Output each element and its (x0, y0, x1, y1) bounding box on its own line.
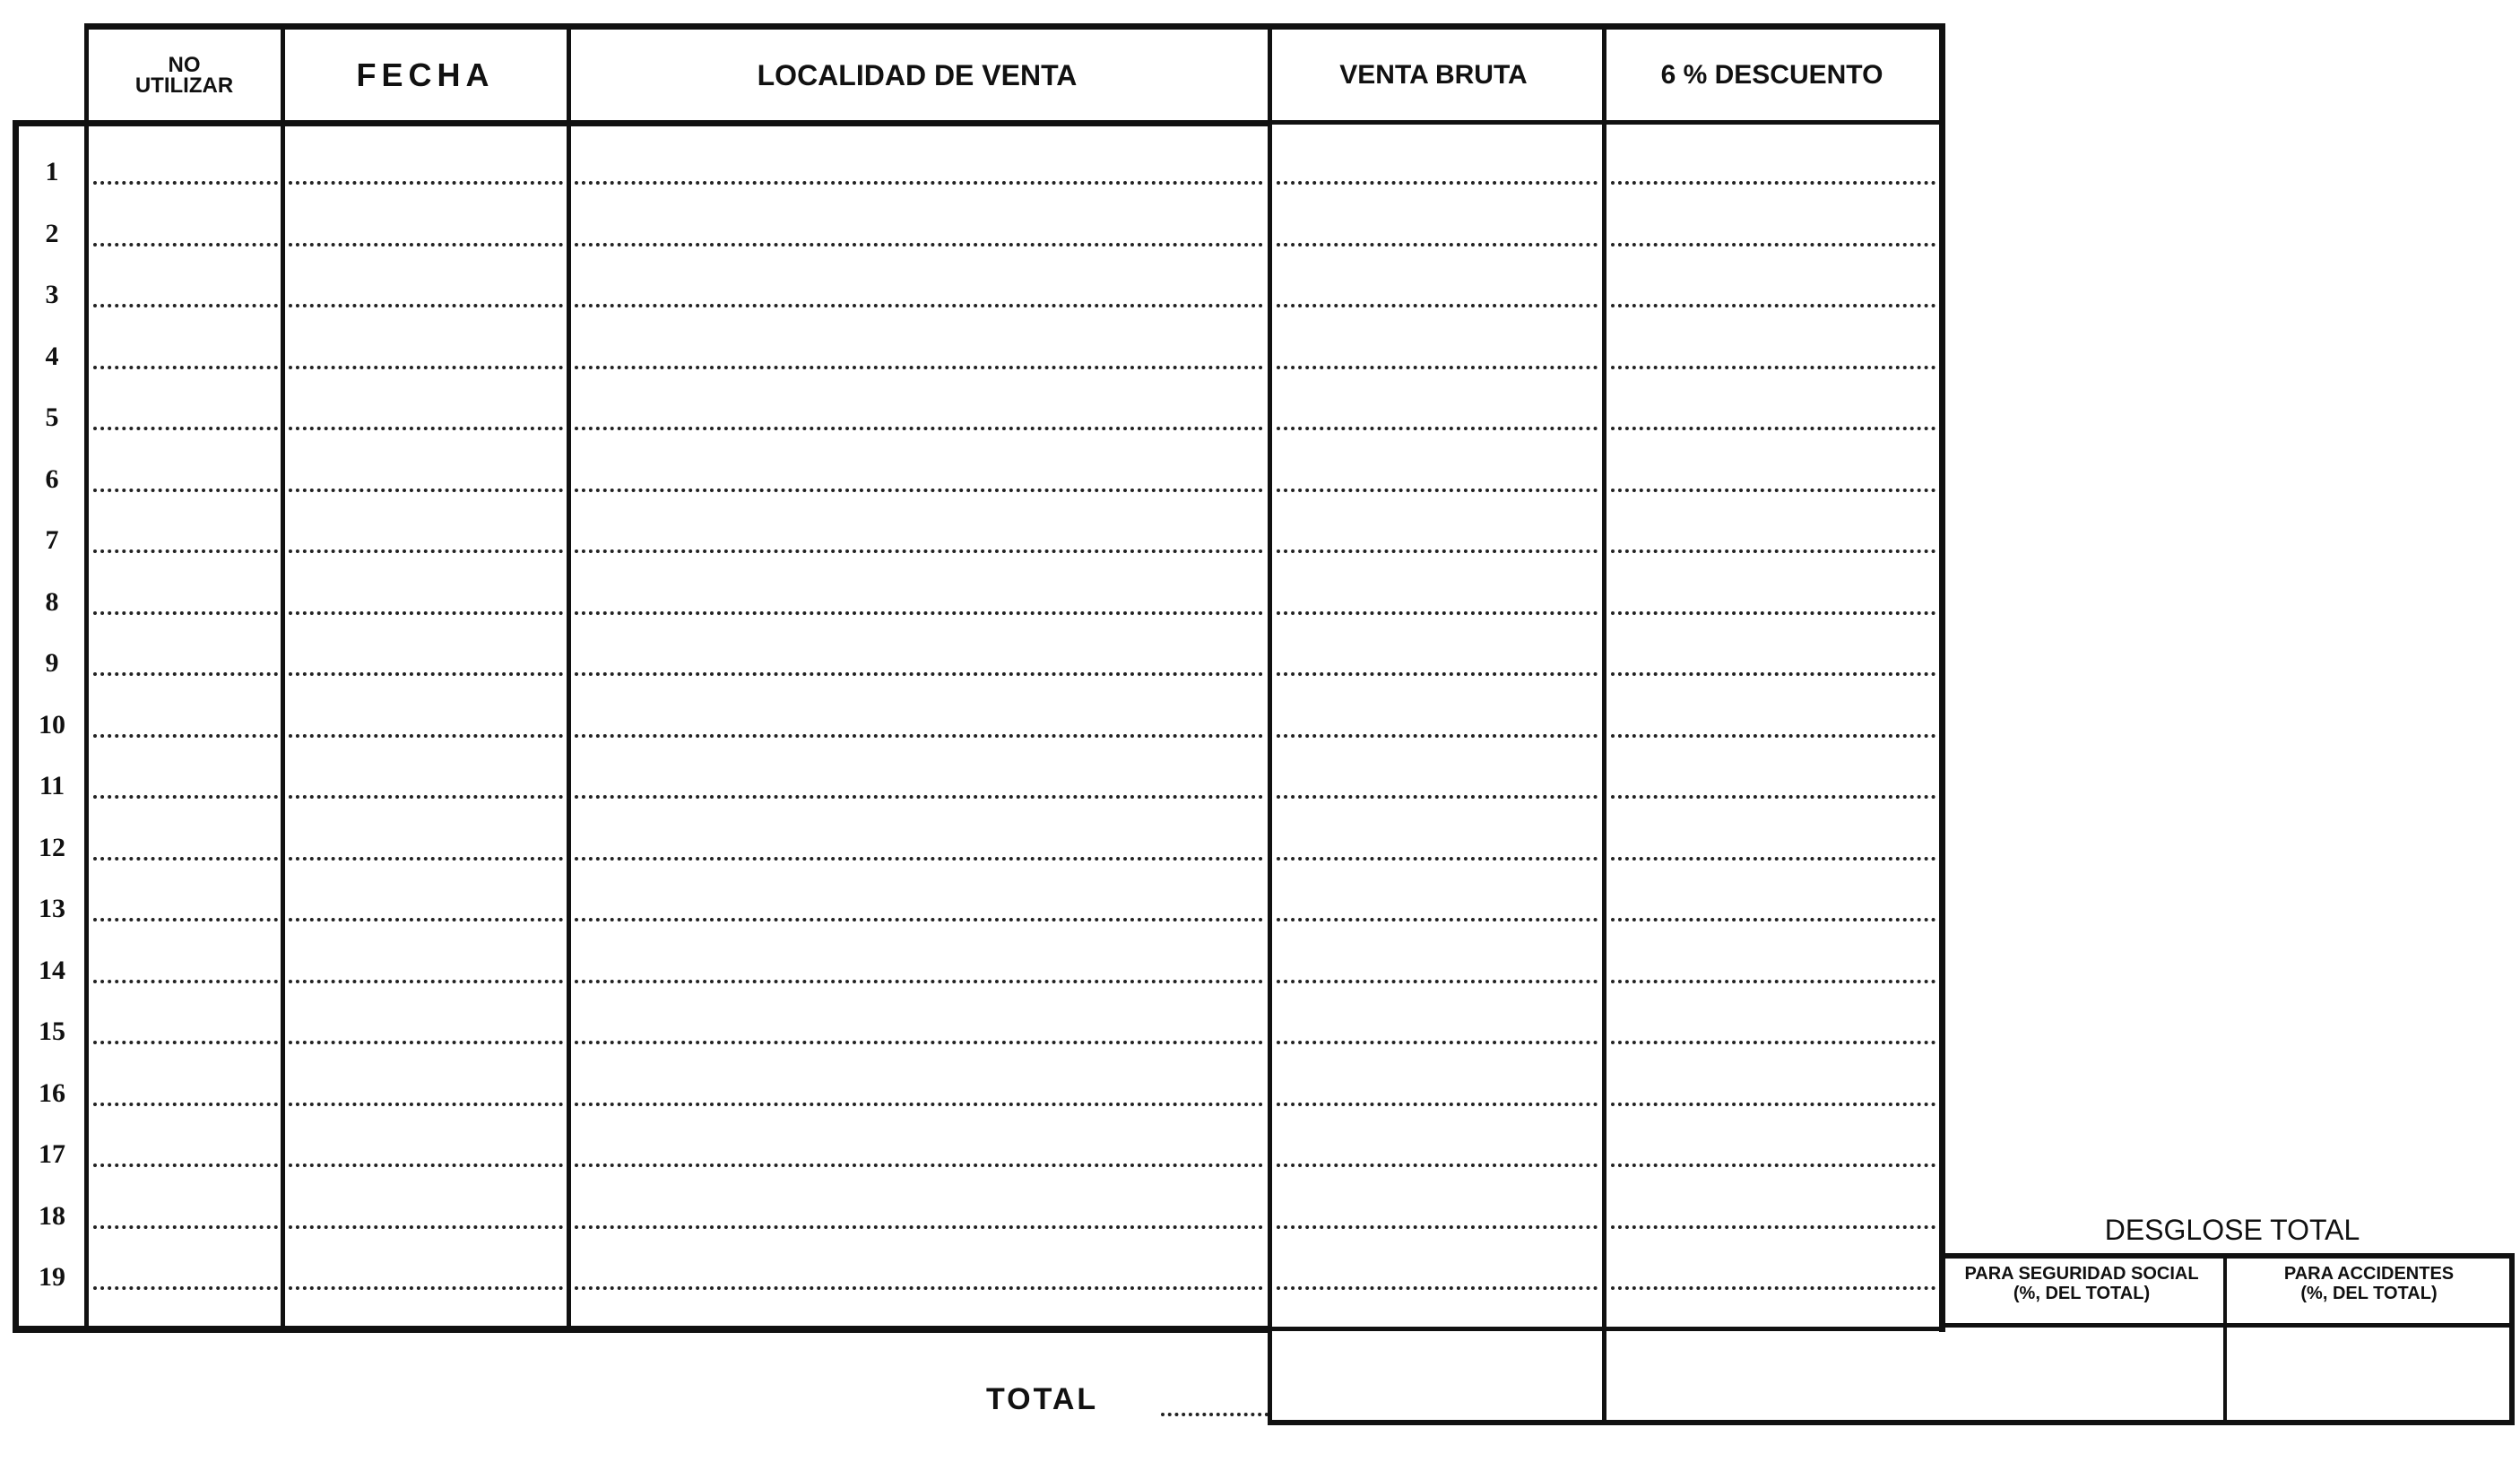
table-right-border (1939, 23, 1945, 1332)
row-field-venta-bruta[interactable] (1277, 980, 1598, 983)
row-field-localidad[interactable] (575, 549, 1263, 553)
header-bottom-border (84, 120, 1945, 125)
row-field-fecha[interactable] (289, 918, 563, 921)
row-field-venta-bruta[interactable] (1277, 366, 1598, 369)
row-field-localidad[interactable] (575, 1103, 1263, 1106)
row-field-venta-bruta[interactable] (1277, 1286, 1598, 1290)
row-number: 11 (39, 771, 65, 800)
row-field-no-utilizar[interactable] (93, 918, 278, 921)
row-field-no-utilizar[interactable] (93, 366, 278, 369)
row-field-venta-bruta[interactable] (1277, 918, 1598, 921)
row-field-fecha[interactable] (289, 857, 563, 861)
row-field-no-utilizar[interactable] (93, 1225, 278, 1229)
table-bottom-border (13, 1327, 1268, 1333)
row-field-venta-bruta[interactable] (1277, 243, 1598, 247)
row-field-no-utilizar[interactable] (93, 1041, 278, 1044)
row-number: 9 (45, 648, 59, 678)
row-number: 7 (45, 525, 59, 555)
row-field-venta-bruta[interactable] (1277, 1164, 1598, 1167)
header-no-utilizar-line2: UTILIZAR (134, 74, 234, 98)
row-field-descuento[interactable] (1611, 1225, 1935, 1229)
row-number: 15 (39, 1016, 65, 1046)
row-field-localidad[interactable] (575, 1041, 1263, 1044)
row-field-fecha[interactable] (289, 795, 563, 799)
row-field-no-utilizar[interactable] (93, 980, 278, 983)
row-number: 17 (39, 1139, 65, 1169)
row-field-descuento[interactable] (1611, 243, 1935, 247)
row-field-venta-bruta[interactable] (1277, 304, 1598, 307)
table-top-border (84, 23, 1945, 30)
row-number: 19 (39, 1262, 65, 1292)
header-no-utilizar (89, 32, 280, 118)
row-field-descuento[interactable] (1611, 795, 1935, 799)
row-field-no-utilizar[interactable] (93, 734, 278, 738)
row-field-descuento[interactable] (1611, 1103, 1935, 1106)
row-field-no-utilizar[interactable] (93, 672, 278, 676)
desglose-header-accidentes (2232, 1264, 2506, 1303)
row-number: 18 (39, 1200, 65, 1231)
header-descuento: 6 % DESCUENTO (1660, 60, 1884, 90)
row-field-venta-bruta[interactable] (1277, 611, 1598, 615)
row-field-localidad[interactable] (575, 427, 1263, 430)
row-field-no-utilizar[interactable] (93, 489, 278, 492)
row-field-venta-bruta[interactable] (1277, 1103, 1598, 1106)
row-field-no-utilizar[interactable] (93, 304, 278, 307)
row-field-no-utilizar[interactable] (93, 427, 278, 430)
row-field-fecha[interactable] (289, 1041, 563, 1044)
desglose-seguridad-field[interactable] (1945, 1328, 2221, 1418)
row-field-localidad[interactable] (575, 672, 1263, 676)
desglose-seguridad-line2: (%, DEL TOTAL) (2013, 1284, 2151, 1303)
row-field-localidad[interactable] (575, 1225, 1263, 1229)
desglose-accidentes-line2: (%, DEL TOTAL) (2300, 1284, 2438, 1303)
row-field-fecha[interactable] (289, 366, 563, 369)
desglose-seguridad-line1: PARA SEGURIDAD SOCIAL (1964, 1264, 2199, 1284)
row-number: 3 (45, 280, 59, 309)
row-number: 16 (39, 1077, 65, 1108)
row-field-descuento[interactable] (1611, 181, 1935, 185)
row-field-venta-bruta[interactable] (1277, 857, 1598, 861)
row-field-venta-bruta[interactable] (1277, 181, 1598, 185)
row-number: 14 (39, 955, 65, 985)
column-divider-2 (281, 27, 285, 1332)
desglose-accidentes-line1: PARA ACCIDENTES (2283, 1264, 2455, 1284)
header-venta-bruta: VENTA BRUTA (1339, 60, 1528, 90)
row-field-localidad[interactable] (575, 366, 1263, 369)
header-fecha: FECHA (356, 56, 495, 93)
row-field-localidad[interactable] (575, 734, 1263, 738)
row-field-venta-bruta[interactable] (1277, 795, 1598, 799)
row-number: 12 (39, 832, 65, 862)
row-field-no-utilizar[interactable] (93, 549, 278, 553)
total-venta-bruta-field[interactable] (1272, 1333, 1602, 1418)
row-field-localidad[interactable] (575, 857, 1263, 861)
total-descuento-field[interactable] (1606, 1333, 1939, 1418)
desglose-title: DESGLOSE TOTAL (2104, 1214, 2360, 1246)
row-field-no-utilizar[interactable] (93, 181, 278, 185)
row-field-fecha[interactable] (289, 549, 563, 553)
desglose-header-border (1939, 1323, 2515, 1328)
row-field-fecha[interactable] (289, 1225, 563, 1229)
row-field-localidad[interactable] (575, 304, 1263, 307)
row-field-fecha[interactable] (289, 243, 563, 247)
row-field-descuento[interactable] (1611, 427, 1935, 430)
row-field-fecha[interactable] (289, 980, 563, 983)
row-field-localidad[interactable] (575, 611, 1263, 615)
table-left-frame (13, 120, 1268, 1332)
row-field-no-utilizar[interactable] (93, 795, 278, 799)
row-field-descuento[interactable] (1611, 304, 1935, 307)
total-label: TOTAL (986, 1382, 1099, 1416)
row-field-descuento[interactable] (1611, 1041, 1935, 1044)
desglose-divider (2223, 1253, 2227, 1425)
row-field-fecha[interactable] (289, 181, 563, 185)
row-field-descuento[interactable] (1611, 549, 1935, 553)
row-number: 10 (39, 709, 65, 740)
row-field-no-utilizar[interactable] (93, 611, 278, 615)
row-field-fecha[interactable] (289, 1164, 563, 1167)
row-field-localidad[interactable] (575, 243, 1263, 247)
row-field-no-utilizar[interactable] (93, 1286, 278, 1290)
row-number: 5 (45, 402, 59, 432)
column-divider-4 (1268, 27, 1272, 1332)
row-field-venta-bruta[interactable] (1277, 427, 1598, 430)
row-field-venta-bruta[interactable] (1277, 1225, 1598, 1229)
row-field-venta-bruta[interactable] (1277, 549, 1598, 553)
row-field-localidad[interactable] (575, 795, 1263, 799)
row-field-descuento[interactable] (1611, 611, 1935, 615)
row-field-fecha[interactable] (289, 1103, 563, 1106)
column-divider-3 (567, 27, 571, 1332)
row-field-venta-bruta[interactable] (1277, 734, 1598, 738)
row-field-descuento[interactable] (1611, 1164, 1935, 1167)
row-field-venta-bruta[interactable] (1277, 672, 1598, 676)
row-field-localidad[interactable] (575, 918, 1263, 921)
row-number: 4 (45, 341, 59, 371)
header-localidad: LOCALIDAD DE VENTA (757, 58, 1078, 91)
row-field-venta-bruta[interactable] (1277, 1041, 1598, 1044)
row-field-no-utilizar[interactable] (93, 1164, 278, 1167)
row-number: 1 (45, 157, 59, 186)
total-box-top-border (1268, 1327, 1945, 1331)
row-field-fecha[interactable] (289, 611, 563, 615)
row-number: 2 (45, 218, 59, 248)
header-no-utilizar-line1: NO (168, 53, 201, 77)
row-field-no-utilizar[interactable] (93, 857, 278, 861)
row-field-venta-bruta[interactable] (1277, 489, 1598, 492)
row-field-descuento[interactable] (1611, 980, 1935, 983)
row-field-localidad[interactable] (575, 980, 1263, 983)
row-field-fecha[interactable] (289, 1286, 563, 1290)
row-field-fecha[interactable] (289, 304, 563, 307)
row-field-descuento[interactable] (1611, 734, 1935, 738)
row-number: 6 (45, 463, 59, 494)
row-field-localidad[interactable] (575, 1164, 1263, 1167)
desglose-header-seguridad (1947, 1264, 2216, 1303)
row-number: 8 (45, 586, 59, 617)
row-field-fecha[interactable] (289, 427, 563, 430)
column-divider-5 (1602, 27, 1606, 1332)
column-divider-1 (84, 27, 89, 1332)
desglose-accidentes-field[interactable] (2229, 1328, 2509, 1418)
row-number: 13 (39, 894, 65, 923)
row-field-no-utilizar[interactable] (93, 1103, 278, 1106)
row-field-no-utilizar[interactable] (93, 243, 278, 247)
row-field-localidad[interactable] (575, 489, 1263, 492)
row-field-descuento[interactable] (1611, 918, 1935, 921)
row-field-descuento[interactable] (1611, 672, 1935, 676)
row-field-descuento[interactable] (1611, 489, 1935, 492)
row-field-localidad[interactable] (575, 181, 1263, 185)
row-field-descuento[interactable] (1611, 857, 1935, 861)
row-field-fecha[interactable] (289, 734, 563, 738)
row-field-fecha[interactable] (289, 672, 563, 676)
row-field-descuento[interactable] (1611, 366, 1935, 369)
row-field-localidad[interactable] (575, 1286, 1263, 1290)
total-dotted-line (1161, 1413, 1269, 1416)
row-field-descuento[interactable] (1611, 1286, 1935, 1290)
row-field-fecha[interactable] (289, 489, 563, 492)
